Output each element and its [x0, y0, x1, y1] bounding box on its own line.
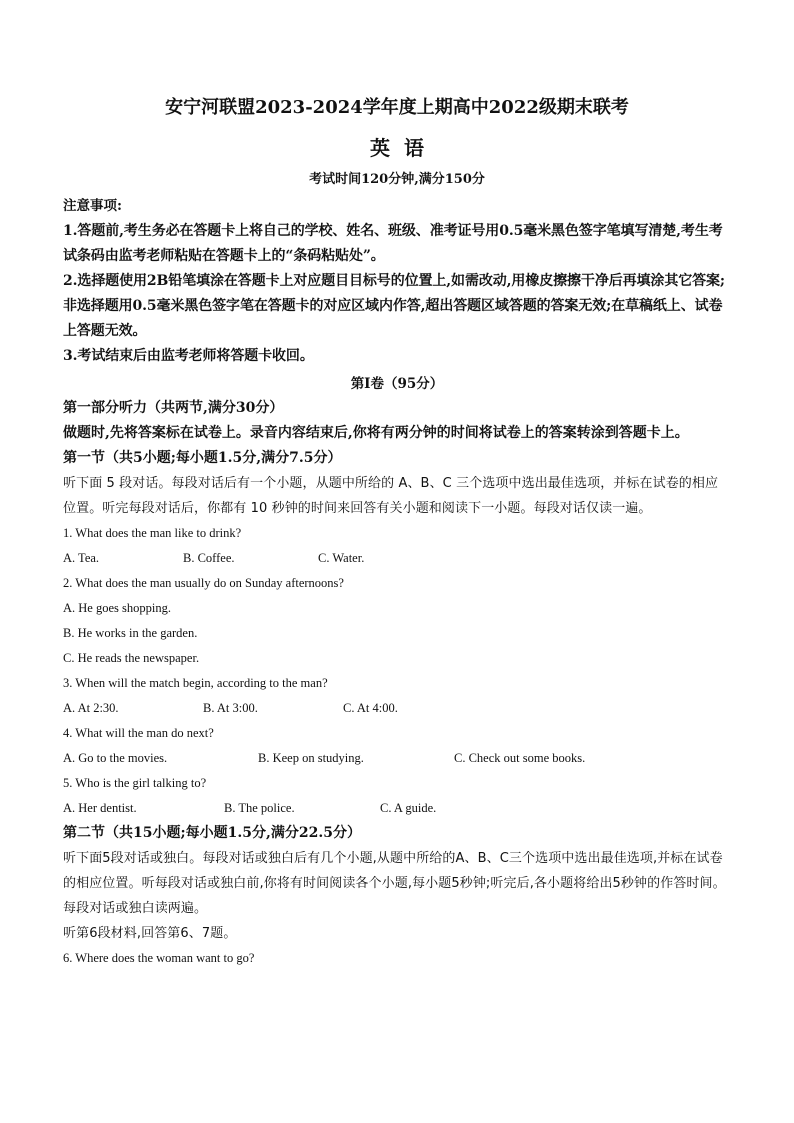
question-2: 2. What does the man usually do on Sunday afternoons?: [63, 576, 344, 590]
section2-heading: 第二节（共15小题;每小题1.5分,满分22.5分）: [63, 825, 361, 841]
part1-heading: 第一部分听力（共两节,满分30分）: [63, 400, 284, 416]
option-b: B. The police.: [224, 801, 295, 815]
section1-heading: 第一节（共5小题;每小题1.5分,满分7.5分）: [63, 450, 342, 466]
subject-heading: 英语: [370, 136, 438, 160]
option-c: C. At 4:00.: [343, 701, 398, 715]
exam-time: 考试时间120分钟,满分150分: [309, 172, 485, 187]
option-b: B. Keep on studying.: [258, 751, 364, 765]
notice-heading: 注意事项:: [63, 198, 122, 214]
notice-item-1: 1.答题前,考生务必在答题卡上将自己的学校、姓名、班级、准考证号用0.5毫米黑色签字笔填写清楚,考生考试条码由监考老师粘贴在答题卡上的“条码粘贴处”。: [63, 223, 723, 264]
option-a: A. Go to the movies.: [63, 751, 168, 765]
question-3-options: [63, 696, 731, 721]
question-2-option-b: B. He works in the garden.: [63, 626, 198, 640]
exam-title: 安宁河联盟2023-2024学年度上期高中2022级期末联考: [165, 97, 629, 118]
option-c: C. Check out some books.: [454, 751, 586, 765]
option-a: A. Tea.: [63, 551, 100, 565]
question-5-options: [63, 796, 731, 821]
question-1-options: [63, 546, 731, 571]
volume-heading: 第I卷（95分）: [350, 376, 444, 392]
question-4: 4. What will the man do next?: [63, 726, 214, 740]
option-c: C. Water.: [318, 551, 365, 565]
question-2-option-c: C. He reads the newspaper.: [63, 651, 200, 665]
question-5: 5. Who is the girl talking to?: [63, 776, 207, 790]
option-b: B. At 3:00.: [203, 701, 258, 715]
question-4-options: [63, 746, 731, 771]
section1-instruction: 听下面 5 段对话。每段对话后有一个小题，从题中所给的 A、B、C 三个选项中选出最佳选项，并标在试卷的相应位置。听完每段对话后，你都有 10 秒钟的时间来回答有关小题和阅读下一小题。每段对话仅读一遍。: [63, 476, 719, 516]
question-2-option-a: A. He goes shopping.: [63, 601, 171, 615]
option-b: B. Coffee.: [183, 551, 235, 565]
option-a: A. Her dentist.: [63, 801, 137, 815]
question-6: 6. Where does the woman want to go?: [63, 951, 255, 965]
part1-instruction: 做题时,先将答案标在试卷上。录音内容结束后,你将有两分钟的时间将试卷上的答案转涂到答题卡上。: [63, 425, 689, 441]
question-3: 3. When will the match begin, according to the man?: [63, 676, 328, 690]
option-c: C. A guide.: [380, 801, 437, 815]
option-a: A. At 2:30.: [63, 701, 119, 715]
notice-item-2: 2.选择题使用2B铅笔填涂在答题卡上对应题目目标号的位置上,如需改动,用橡皮擦擦干净后再填涂其它答案;非选择题用0.5毫米黑色签字笔在答题卡的对应区域内作答,超出答题区域答题的答案无效;在草稿纸上、试卷上答题无效。: [63, 273, 726, 339]
section2-instruction: 听下面5段对话或独白。每段对话或独白后有几个小题,从题中所给的A、B、C三个选项中选出最佳选项,并标在试卷的相应位置。听每段对话或独白前,你将有时间阅读各个小题,每小题5秒钟;听完后,各小题将给出5秒钟的作答时间。每段对话或独白读两遍。: [63, 851, 726, 916]
notice-item-3: 3.考试结束后由监考老师将答题卡收回。: [63, 348, 314, 364]
exam-page: [63, 92, 731, 971]
question-1: 1. What does the man like to drink?: [63, 526, 242, 540]
material-note: 听第6段材料,回答第6、7题。: [63, 926, 237, 941]
